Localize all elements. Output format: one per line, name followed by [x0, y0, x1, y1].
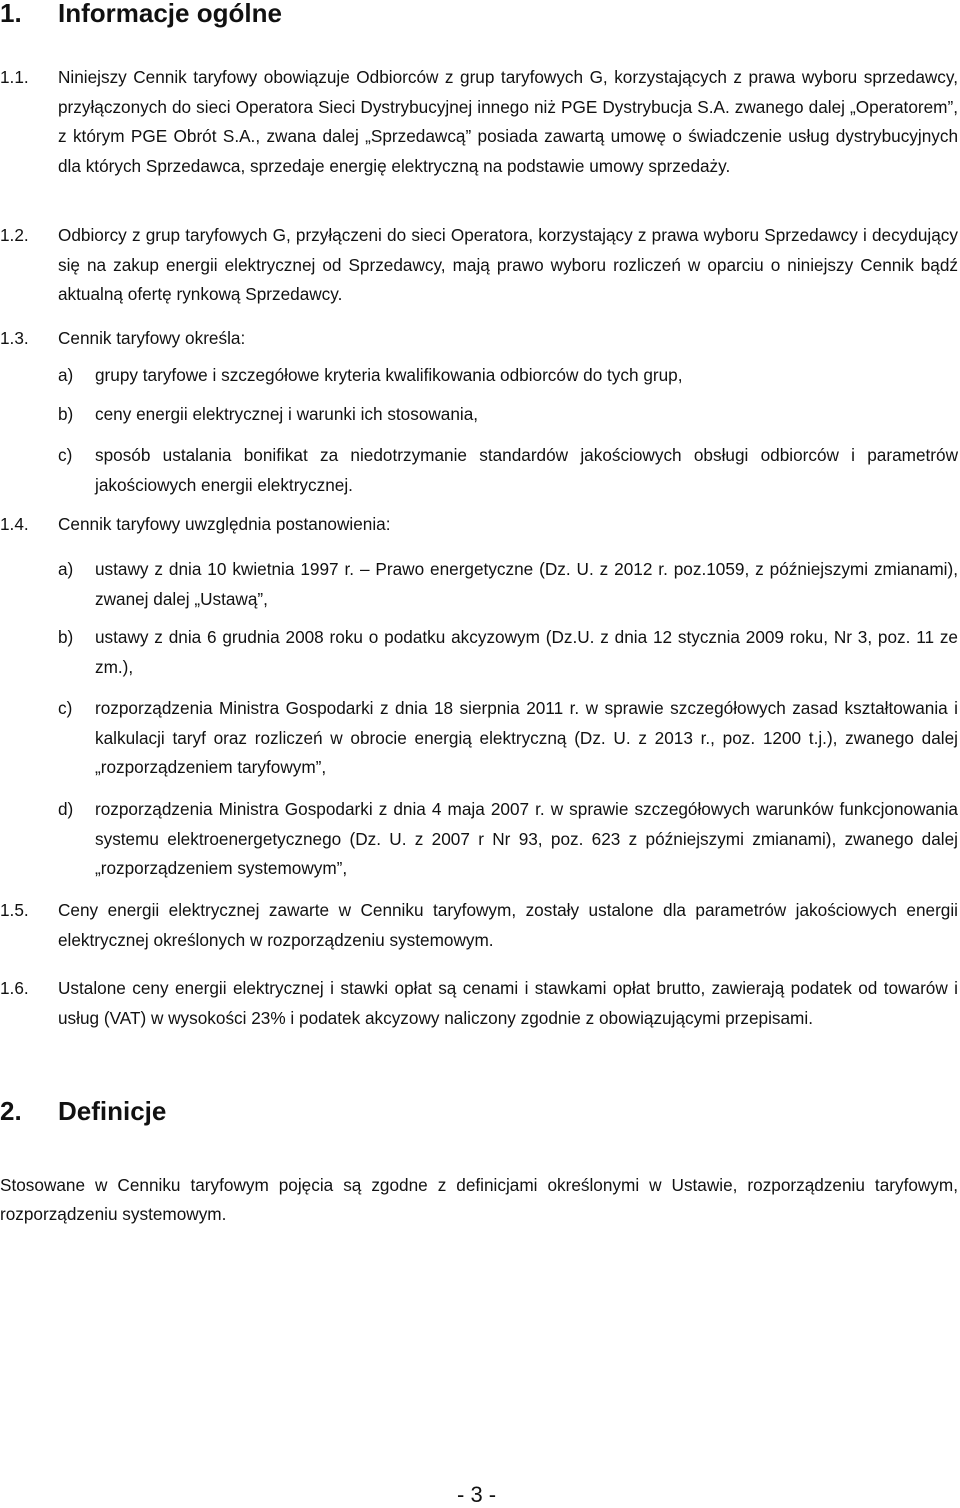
paragraph-text: Ustalone ceny energii elektrycznej i stawki opłat są cenami i stawkami opłat brutto, zawierają podatek od towarów i usług (VAT) w wysokości 23% i podatek akcyzowy naliczony zgodnie z obowiązującymi przepisami.: [58, 978, 958, 1028]
definitions-paragraph: Stosowane w Cenniku taryfowym pojęcia są zgodne z definicjami określonymi w Ustawie, rozporządzeniu taryfowym, rozporządzeniu systemowym.: [0, 1175, 958, 1224]
list-item: [58, 694, 958, 783]
list-item: [58, 623, 958, 682]
paragraph-number: 1.6.: [0, 978, 29, 998]
section-2-heading: [0, 1096, 166, 1126]
paragraph-1-1: [0, 63, 958, 181]
paragraph-text: Niniejszy Cennik taryfowy obowiązuje Odbiorców z grup taryfowych G, korzystających z prawa wyboru sprzedawcy, przyłączonych do sieci Operatora Sieci Dystrybucyjnej innego niż PGE Dystrybucja S.A. zwanego dalej „Operatorem”, z którym PGE Obrót S.A., zwana dalej „Sprzedawcą” posiada zawartą umowę o świadczenie usług dystrybucyjnych dla których Sprzedawca, sprzedaje energię elektryczną na podstawie umowy sprzedaży.: [58, 67, 958, 176]
section-1-heading: [0, 0, 282, 28]
list-item: [58, 361, 958, 391]
paragraph-number: 1.2.: [0, 225, 29, 245]
item-text: ustawy z dnia 10 kwietnia 1997 r. – Prawo energetyczne (Dz. U. z 2012 r. poz.1059, z późniejszymi zmianami), zwanej dalej „Ustawą”,: [95, 559, 958, 609]
item-text: sposób ustalania bonifikat za niedotrzymanie standardów jakościowych obsługi odbiorców i parametrów jakościowych energii elektrycznej.: [95, 445, 958, 495]
section-title: Definicje: [58, 1096, 167, 1126]
paragraph-number: 1.5.: [0, 900, 29, 920]
list-item: [58, 441, 958, 500]
section-number: 2.: [0, 1096, 22, 1126]
paragraph-number: 1.3.: [0, 328, 29, 348]
list-item: [58, 795, 958, 884]
paragraph-1-4: [0, 510, 958, 540]
item-text: ceny energii elektrycznej i warunki ich stosowania,: [95, 404, 479, 424]
paragraph-number: 1.1.: [0, 67, 29, 87]
paragraph-1-2: [0, 221, 958, 310]
item-letter: c): [58, 698, 73, 718]
list-item: [58, 400, 958, 430]
paragraph-1-5: [0, 896, 958, 955]
section-number: 1.: [0, 0, 22, 28]
section-title: Informacje ogólne: [58, 0, 282, 28]
item-text: rozporządzenia Ministra Gospodarki z dnia 4 maja 2007 r. w sprawie szczegółowych warunków funkcjonowania systemu elektroenergetycznego (Dz. U. z 2007 r Nr 93, poz. 623 z późniejszymi zmianami), zwanego dalej „rozporządzeniem systemowym”,: [95, 799, 958, 878]
item-letter: a): [58, 365, 74, 385]
paragraph-1-3: [0, 324, 958, 354]
paragraph-number: 1.4.: [0, 514, 29, 534]
page-number-text: - 3 -: [457, 1482, 497, 1507]
paragraph-1-6: [0, 974, 958, 1033]
paragraph-text: Ceny energii elektrycznej zawarte w Cenniku taryfowym, zostały ustalone dla parametrów jakościowych energii elektrycznej określonych w rozporządzeniu systemowym.: [58, 900, 958, 950]
item-text: grupy taryfowe i szczegółowe kryteria kwalifikowania odbiorców do tych grup,: [95, 365, 683, 385]
item-text: ustawy z dnia 6 grudnia 2008 roku o podatku akcyzowym (Dz.U. z dnia 12 stycznia 2009 roku, Nr 3, poz. 11 ze zm.),: [95, 627, 958, 677]
item-letter: b): [58, 627, 74, 647]
item-letter: b): [58, 404, 74, 424]
paragraph-text: Odbiorcy z grup taryfowych G, przyłączeni do sieci Operatora, korzystający z prawa wyboru Sprzedawcy i decydujący się na zakup energii elektrycznej od Sprzedawcy, mają prawo wyboru rozliczeń w oparciu o niniejszy Cennik bądź aktualną ofertę rynkową Sprzedawcy.: [58, 225, 958, 304]
item-letter: a): [58, 559, 74, 579]
paragraph-text: Cennik taryfowy uwzględnia postanowienia:: [58, 514, 391, 534]
item-text: rozporządzenia Ministra Gospodarki z dnia 18 sierpnia 2011 r. w sprawie szczegółowych zasad kształtowania i kalkulacji taryf oraz rozliczeń w obrocie energią elektryczną (Dz. U. z 2013 r., poz. 1200 t.j.), zwanego dalej „rozporządzeniem taryfowym”,: [95, 698, 958, 777]
item-letter: c): [58, 445, 73, 465]
paragraph-text: Cennik taryfowy określa:: [58, 328, 246, 348]
item-letter: d): [58, 799, 74, 819]
list-item: [58, 555, 958, 614]
